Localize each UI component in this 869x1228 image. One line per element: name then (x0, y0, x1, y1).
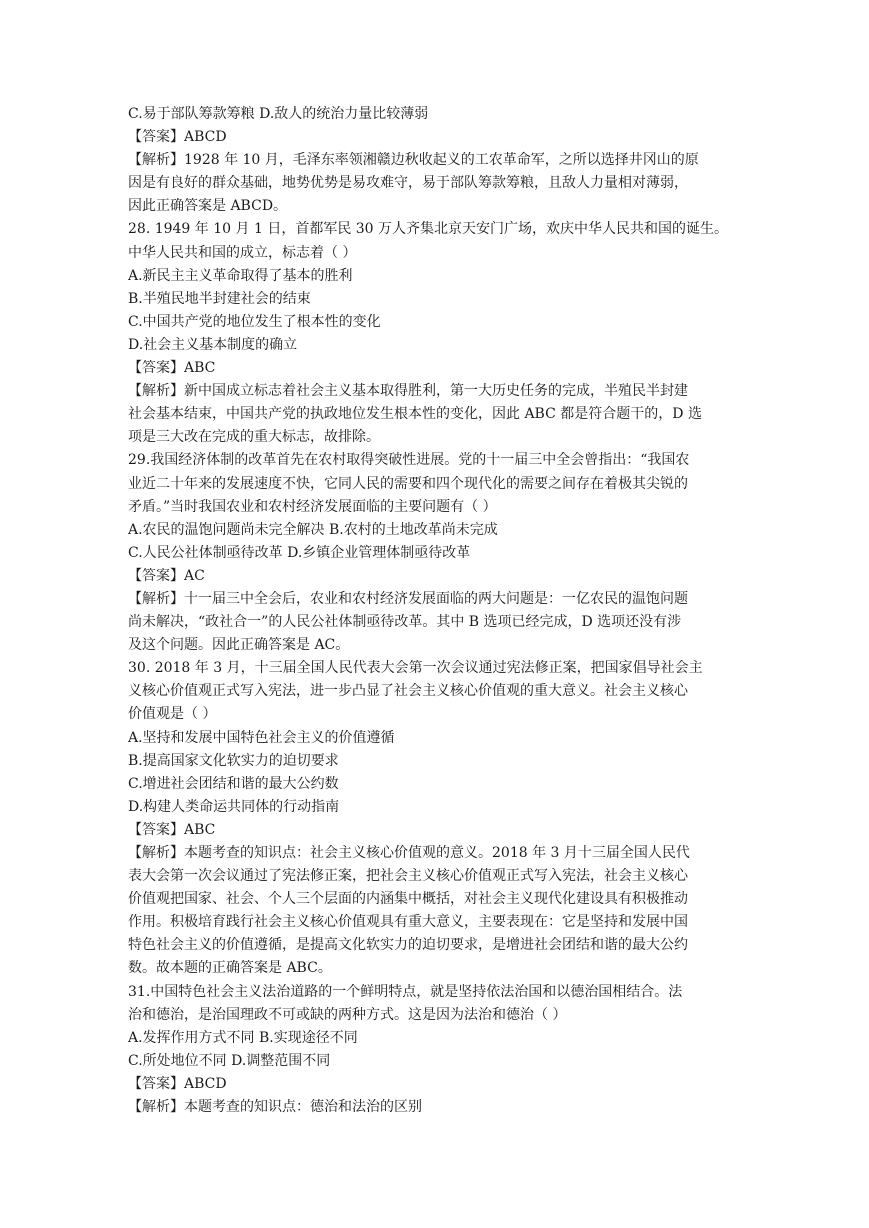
text-line: B.提高国家文化软实力的迫切要求 (128, 752, 339, 769)
text-line: 【答案】ABC (128, 821, 216, 838)
text-line: 因是有良好的群众基础，地势优势是易攻难守，易于部队筹款筹粮，且敌人力量相对薄弱， (128, 175, 688, 192)
text-line: 因此正确答案是 ABCD。 (128, 198, 288, 215)
text-line: C.易于部队筹款筹粮 D.敌人的统治力量比较薄弱 (128, 106, 429, 122)
text-line: D.构建人类命运共同体的行动指南 (128, 798, 340, 815)
text-line: 【答案】ABCD (128, 1075, 227, 1092)
text-line: C.所处地位不同 D.调整范围不同 (128, 1052, 331, 1069)
text-line: D.社会主义基本制度的确立 (128, 336, 298, 353)
text-line: 【答案】ABC (128, 360, 216, 377)
text-line: 业近二十年来的发展速度不快，它同人民的需要和四个现代化的需要之间存在着极其尖锐的 (128, 475, 688, 492)
text-line: C.增进社会团结和谐的最大公约数 (128, 775, 339, 792)
text-line: 【解析】本题考查的知识点：社会主义核心价值观的意义。2018 年 3 月十三届全国人民代 (128, 845, 690, 861)
text-line: 31.中国特色社会主义法治道路的一个鲜明特点，就是坚持依法治国和以德治国相结合。法 (128, 983, 683, 1000)
text-line: A.发挥作用方式不同 B.实现途径不同 (128, 1029, 358, 1046)
text-line: 义核心价值观正式写入宪法，进一步凸显了社会主义核心价值观的重大意义。社会主义核心 (128, 683, 688, 700)
text-line: A.坚持和发展中国特色社会主义的价值遵循 (128, 729, 395, 746)
text-line: 价值观把国家、社会、个人三个层面的内涵集中概括，对社会主义现代化建设具有积极推动 (128, 891, 688, 908)
text-line: 【答案】ABCD (128, 129, 227, 146)
text-line: 28. 1949 年 10 月 1 日，首都军民 30 万人齐集北京天安门广场，欢庆中华人民共和国的诞生。 (128, 221, 729, 238)
text-line: 尚未解决，“政社合一”的人民公社体制亟待改革。其中 B 选项已经完成，D 选项还没有涉 (128, 614, 682, 631)
text-line: 中华人民共和国的成立，标志着（ ） (128, 244, 357, 261)
text-line: 特色社会主义的价值遵循，是提高文化软实力的迫切要求，是增进社会团结和谐的最大公约 (128, 937, 688, 954)
text-line: 数。故本题的正确答案是 ABC。 (128, 960, 332, 977)
text-line: 作用。积极培育践行社会主义核心价值观具有重大意义，主要表现在：它是坚持和发展中国 (128, 914, 688, 931)
text-line: C.中国共产党的地位发生了根本性的变化 (128, 313, 381, 330)
text-line: 【解析】新中国成立标志着社会主义基本取得胜利，第一大历史任务的完成，半殖民半封建 (128, 383, 688, 400)
text-line: C.人民公社体制亟待改革 D.乡镇企业管理体制亟待改革 (128, 544, 471, 561)
text-line: B.半殖民地半封建社会的结束 (128, 290, 311, 307)
text-line: 30. 2018 年 3 月，十三届全国人民代表大会第一次会议通过宪法修正案，把国家倡导社会主 (128, 660, 703, 677)
text-line: 29.我国经济体制的改革首先在农村取得突破性进展。党的十一届三中全会曾指出：“我国农 (128, 452, 690, 469)
text-line: 社会基本结束，中国共产党的执政地位发生根本性的变化，因此 ABC 都是符合题干的，D 选 (128, 406, 702, 423)
text-line: 矛盾。”当时我国农业和农村经济发展面临的主要问题有（ ） (128, 498, 497, 515)
document-page (128, 103, 743, 1119)
text-line: 【答案】AC (128, 567, 205, 584)
text-line: 【解析】1928 年 10 月，毛泽东率领湘赣边秋收起义的工农革命军，之所以选择井冈山的原 (128, 152, 699, 169)
text-line: 【解析】本题考查的知识点：德治和法治的区别 (128, 1099, 422, 1116)
text-line: 项是三大改在完成的重大标志，故排除。 (128, 429, 380, 446)
text-line: 表大会第一次会议通过了宪法修正案，把社会主义核心价值观正式写入宪法，社会主义核心 (128, 868, 688, 885)
text-line: 价值观是（ ） (128, 706, 217, 723)
text-line: 治和德治，是治国理政不可或缺的两种方式。这是因为法治和德治（ ） (128, 1006, 567, 1023)
text-line: 及这个问题。因此正确答案是 AC。 (128, 637, 350, 654)
text-line: A.农民的温饱问题尚未完全解决 B.农村的土地改革尚未完成 (128, 521, 498, 538)
text-line: 【解析】十一届三中全会后，农业和农村经济发展面临的两大问题是：一亿农民的温饱问题 (128, 590, 688, 607)
text-line: A.新民主主义革命取得了基本的胜利 (128, 267, 353, 284)
